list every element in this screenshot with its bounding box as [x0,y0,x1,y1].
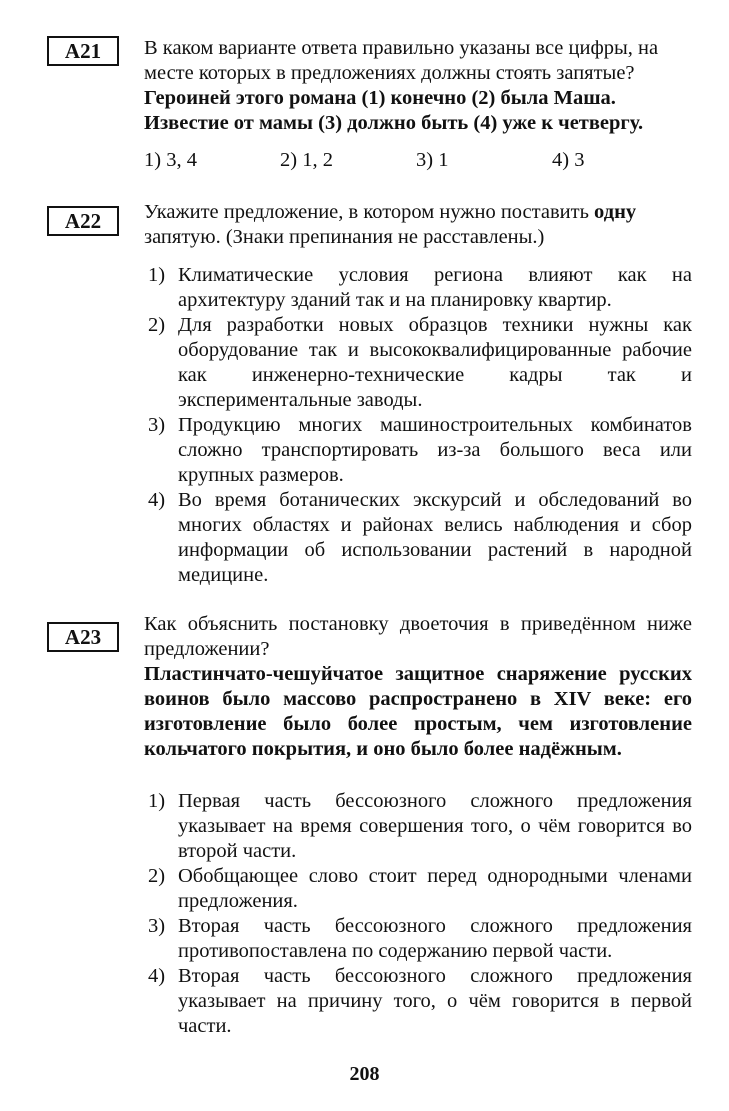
task-a22-body [144,200,692,588]
option-number: 2) [148,865,166,887]
answer-options [144,148,692,173]
task-label-a23: A23 [47,622,119,652]
question-text-start: Укажите предложение, в котором нужно поставить [144,201,589,223]
option-number: 2) [148,314,166,336]
option-text: Первая часть бессоюзного сложного предложения указывает на время совершения того, о чём говорится во второй части. [178,790,692,862]
example-sentence: Пластинчато-чешуйчатое защитное снаряжение русских воинов было массово распространено в XIV веке: его изготовление было более простым, чем изготовление кольчатого покрытия, и оно было более надёжным. [144,663,692,760]
option-text: Обобщающее слово стоит перед однородными членами предложения. [178,865,692,912]
task-label-a22: A22 [47,206,119,236]
answer-option[interactable] [144,413,692,488]
answer-option[interactable] [144,313,692,413]
option-number: 1) [148,264,166,286]
task-label-a21: A21 [47,36,119,66]
option-text: Во время ботанических экскурсий и обследований во многих областях и районах велись наблюдения и сбор информации об использовании растений в народной медицине. [178,489,692,586]
example-sentence: Известие от мамы (3) должно быть (4) уже к четвергу. [144,112,644,134]
answer-option[interactable] [144,263,692,313]
answer-option[interactable]: 2) 1, 2 [280,149,333,171]
task-a23-body [144,612,692,1039]
answer-option[interactable] [144,488,692,588]
option-text: Климатические условия региона влияют как на архитектуру зданий так и на планировку квартир. [178,264,692,311]
option-number: 3) [148,915,166,937]
answer-options [144,789,692,1039]
option-number: 4) [148,965,166,987]
option-text: Вторая часть бессоюзного сложного предложения указывает на причину того, о чём говорится в первой части. [178,965,692,1037]
option-text: Продукцию многих машиностроительных комбинатов сложно транспортировать из-за большого веса или крупных размеров. [178,414,692,486]
answer-option[interactable] [144,789,692,864]
page-number: 208 [349,1063,380,1085]
option-number: 1) [148,790,166,812]
question-text-end: запятую. (Знаки препинания не расставлены.) [144,226,545,248]
answer-option[interactable]: 1) 3, 4 [144,149,197,171]
answer-option[interactable] [144,914,692,964]
option-text: Для разработки новых образцов техники нужны как оборудование так и высококвалифицированные рабочие как инженерно-технические кадры так и экспериментальные заводы. [178,314,692,411]
question-text: В каком варианте ответа правильно указаны все цифры, на месте которых в предложениях должны стоять запятые? [144,37,659,84]
option-number: 3) [148,414,166,436]
option-number: 4) [148,489,166,511]
answer-option[interactable]: 4) 3 [552,149,585,171]
option-text: Вторая часть бессоюзного сложного предложения противопоставлена по содержанию первой части. [178,915,692,962]
answer-option[interactable] [144,964,692,1039]
answer-option[interactable]: 3) 1 [416,149,449,171]
question-emphasis: одну [594,201,637,223]
task-a21-body [144,36,692,173]
question-text [144,200,692,250]
answer-options [144,263,692,588]
example-sentence: Героиней этого романа (1) конечно (2) была Маша. [144,87,616,109]
answer-option[interactable] [144,864,692,914]
question-text: Как объяснить постановку двоеточия в приведённом ниже предложении? [144,613,692,660]
